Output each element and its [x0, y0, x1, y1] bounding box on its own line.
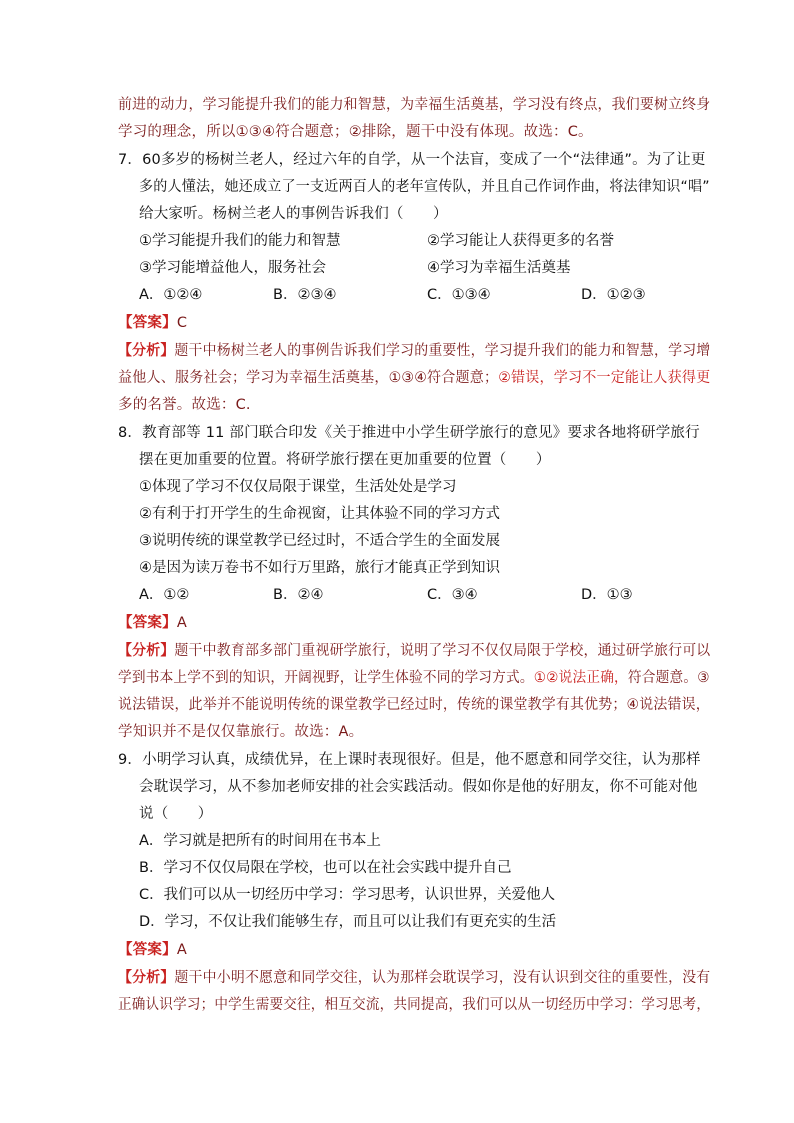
q7-item-1: ①学习能提升我们的能力和智慧 — [139, 233, 341, 249]
q9-option-a: A．学习就是把所有的时间用在书本上 — [139, 833, 381, 849]
prev-analysis-line-2: 学习的理念，所以①③④符合题意；②排除，题干中没有体现。故选：C。 — [118, 124, 593, 140]
q8-choice-c: C．③④ — [427, 587, 478, 603]
q9-option-c: C．我们可以从一切经历中学习：学习思考，认识世界，关爱他人 — [139, 887, 556, 903]
q7-item-2: ②学习能让人获得更多的名誉 — [427, 233, 614, 249]
analysis-label: 【分析】 — [118, 643, 175, 659]
q7-item-4: ④学习为幸福生活奠基 — [427, 260, 571, 276]
q7-stem-line-2: 多的人懂法，她还成立了一支近两百人的老年宣传队，并且自己作词作曲，将法律知识“唱” — [139, 179, 710, 195]
q8-choice-a: A．①② — [139, 587, 190, 603]
q7-analysis-text-2b: ②错误，学习不一定能让人获得更 — [498, 370, 711, 386]
analysis-label: 【分析】 — [118, 343, 175, 359]
q9-stem-line-2: 会耽误学习，从不参加老师安排的社会实践活动。假如你是他的好朋友，你不可能对他 — [139, 779, 698, 795]
q8-analysis-text-2a: 学到书本上学不到的知识，开阔视野，让学生体验不同的学习方式。 — [118, 670, 534, 686]
answer-label: 【答案】 — [118, 315, 177, 331]
q8-analysis-text-1: 题干中教育部多部门重视研学旅行，说明了学习不仅仅局限于学校，通过研学旅行可以 — [174, 643, 711, 659]
q8-answer — [118, 613, 187, 633]
q9-analysis-line-2: 正确认识学习；中学生需要交往，相互交流，共同提高，我们可以从一切经历中学习：学习思考， — [118, 997, 711, 1013]
q8-item-3: ③说明传统的课堂教学已经过时，不适合学生的全面发展 — [139, 533, 500, 549]
answer-label: 【答案】 — [118, 615, 177, 631]
q8-analysis-line-2 — [118, 668, 710, 688]
q9-option-d: D．学习，不仅让我们能够生存，而且可以让我们有更充实的生活 — [139, 914, 557, 930]
q8-choice-d: D．①③ — [581, 587, 633, 603]
q8-analysis-line-1 — [118, 641, 710, 661]
q7-answer — [118, 313, 187, 333]
q8-answer-value: A — [176, 615, 187, 631]
q8-analysis-text-2c: 符合题意。③ — [627, 670, 710, 686]
q7-choice-b: B．②③④ — [273, 287, 337, 303]
q7-choice-a: A．①②④ — [139, 287, 203, 303]
q8-item-2: ②有利于打开学生的生命视窗，让其体验不同的学习方式 — [139, 506, 500, 522]
q9-analysis-line-1 — [118, 968, 710, 988]
q7-item-3: ③学习能增益他人，服务社会 — [139, 260, 326, 276]
answer-label: 【答案】 — [118, 942, 177, 958]
q8-analysis-text-2b: ①②说法正确， — [533, 670, 628, 686]
analysis-label: 【分析】 — [118, 970, 175, 986]
q9-answer — [118, 940, 187, 960]
q9-option-b: B．学习不仅仅局限在学校，也可以在社会实践中提升自己 — [139, 860, 512, 876]
q7-choice-d: D．①②③ — [581, 287, 646, 303]
prev-analysis-line-1: 前进的动力，学习能提升我们的能力和智慧，为幸福生活奠基，学习没有终点，我们要树立终身 — [118, 97, 711, 113]
q8-stem-line-1: 8．教育部等 11 部门联合印发《关于推进中小学生研学旅行的意见》要求各地将研学旅行 — [118, 425, 700, 441]
q7-stem-line-3: 给大家听。杨树兰老人的事例告诉我们（ ） — [139, 206, 448, 222]
q7-analysis-line-1 — [118, 341, 710, 361]
q7-stem-line-1: 7．60多岁的杨树兰老人，经过六年的自学，从一个法盲，变成了一个“法律通”。为了让更 — [118, 152, 706, 168]
q8-item-1: ①体现了学习不仅仅局限于课堂，生活处处是学习 — [139, 479, 457, 495]
q9-stem-line-3: 说（ ） — [139, 806, 213, 822]
q8-choice-b: B．②④ — [273, 587, 324, 603]
q9-stem-line-1: 9．小明学习认真，成绩优异，在上课时表现很好。但是，他不愿意和同学交往，认为那样 — [118, 752, 701, 768]
q8-stem-line-2: 摆在更加重要的位置。将研学旅行摆在更加重要的位置（ ） — [139, 452, 551, 468]
q8-analysis-line-4: 学知识并不是仅仅靠旅行。故选：A。 — [118, 724, 364, 740]
q7-analysis-text-1: 题干中杨树兰老人的事例告诉我们学习的重要性，学习提升我们的能力和智慧，学习增 — [174, 343, 711, 359]
q7-analysis-text-2a: 益他人、服务社会；学习为幸福生活奠基，①③④符合题意； — [118, 370, 499, 386]
q9-answer-value: A — [176, 942, 187, 958]
q8-item-4: ④是因为读万卷书不如行万里路，旅行才能真正学到知识 — [139, 560, 500, 576]
q8-analysis-line-3: 说法错误，此举并不能说明传统的课堂教学已经过时，传统的课堂教学有其优势；④说法错误， — [118, 697, 710, 713]
q7-analysis-line-2 — [118, 368, 710, 388]
q7-answer-value: C — [176, 315, 188, 331]
q7-analysis-line-3: 多的名誉。故选：C. — [118, 397, 251, 413]
q7-choice-c: C．①③④ — [427, 287, 491, 303]
q9-analysis-text-1: 题干中小明不愿意和同学交往，认为那样会耽误学习，没有认识到交往的重要性，没有 — [174, 970, 711, 986]
